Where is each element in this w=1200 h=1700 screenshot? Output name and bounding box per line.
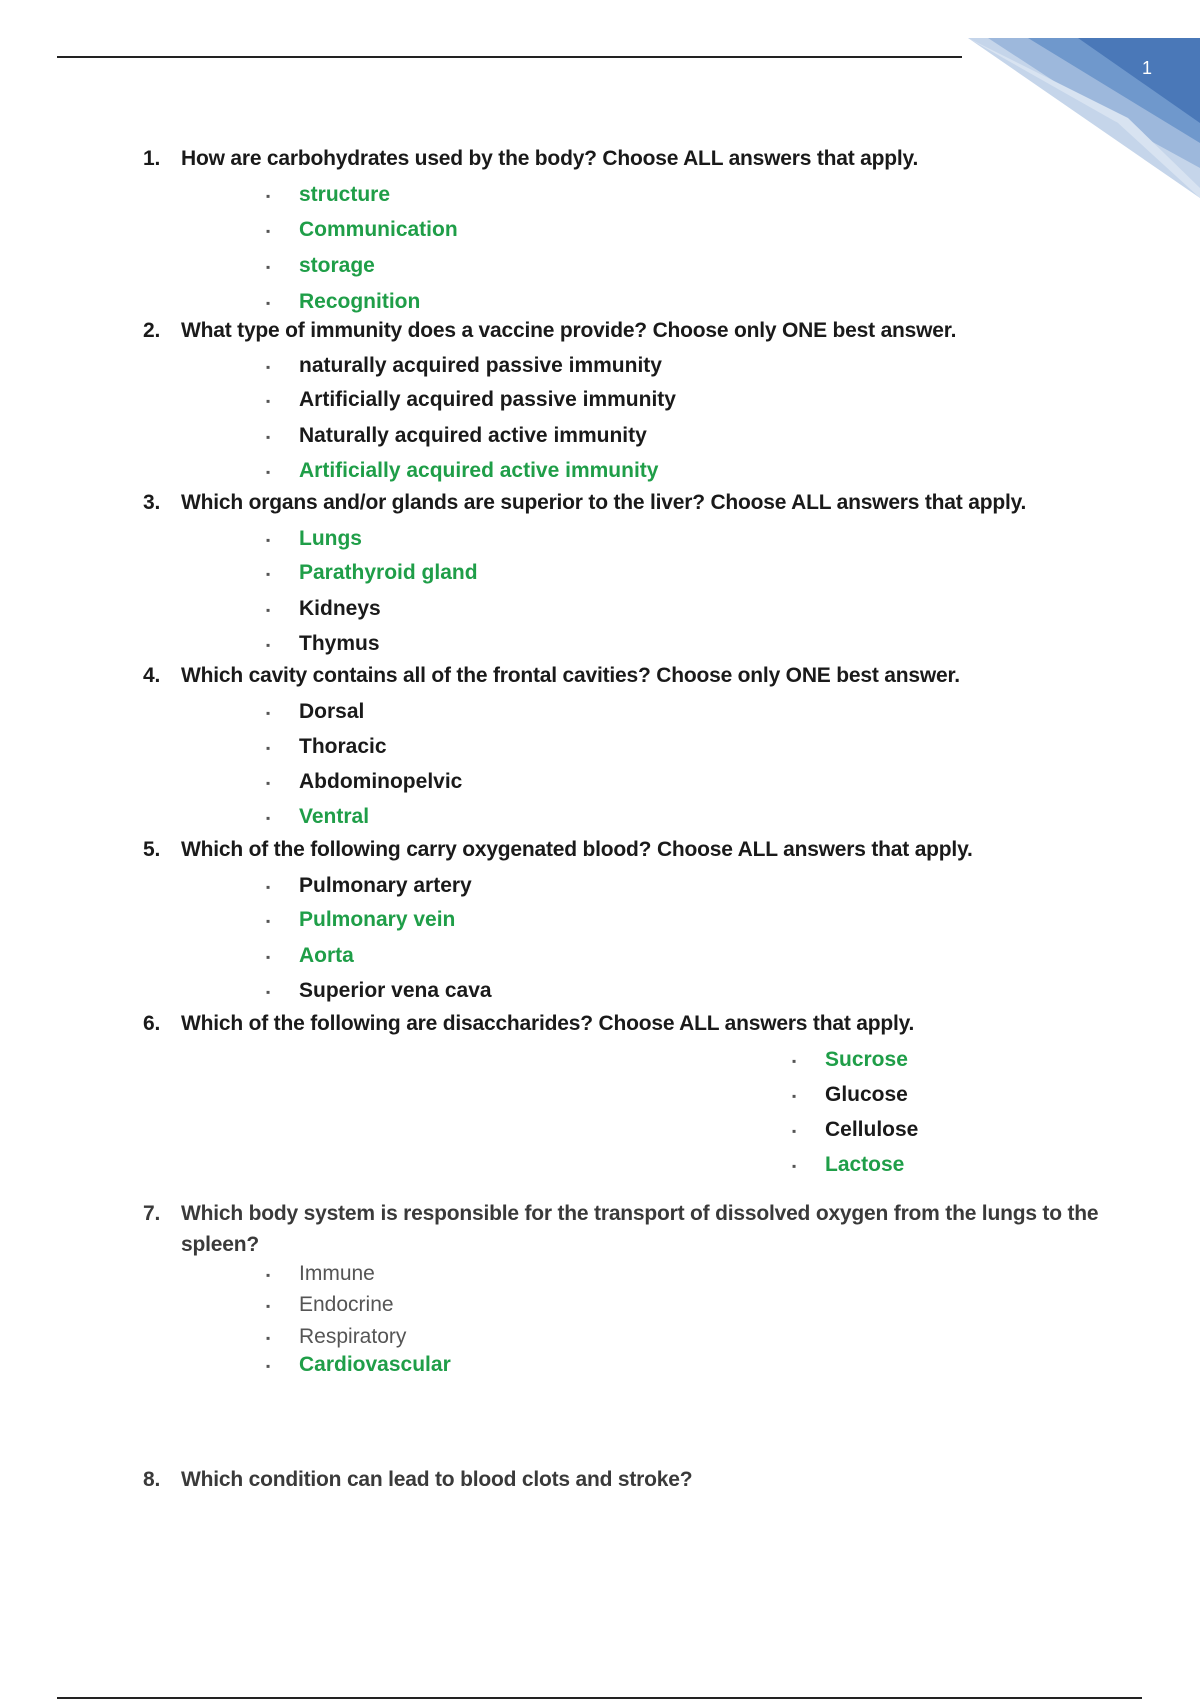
answer-option (792, 1048, 908, 1072)
bullet-icon: ▪ (266, 296, 271, 310)
option-text: Pulmonary vein (299, 908, 456, 931)
question-number: 5. (143, 838, 161, 861)
option-text: Superior vena cava (299, 979, 492, 1002)
answer-option (266, 290, 421, 314)
answer-option (266, 1325, 407, 1349)
bullet-icon: ▪ (266, 260, 271, 274)
bullet-icon: ▪ (266, 950, 271, 964)
option-text: Cardiovascular (299, 1353, 451, 1376)
answer-option (266, 183, 391, 207)
answer-option (266, 561, 478, 585)
answer-option (266, 1293, 394, 1317)
footer-rule (57, 1697, 1142, 1699)
option-text: Artificially acquired passive immunity (299, 388, 676, 411)
question-text: Which of the following are disaccharides? Choose ALL answers that apply. (181, 1012, 915, 1035)
question-5 (143, 838, 973, 862)
question-number: 7. (143, 1202, 161, 1225)
answer-option (266, 354, 662, 378)
bullet-icon: ▪ (792, 1159, 797, 1173)
answer-option (266, 527, 362, 551)
question-text: How are carbohydrates used by the body? Choose ALL answers that apply. (181, 147, 919, 170)
option-text: Ventral (299, 805, 370, 828)
option-text: Thoracic (299, 735, 387, 758)
question-text: Which condition can lead to blood clots and stroke? (181, 1468, 693, 1491)
question-text: Which organs and/or glands are superior to the liver? Choose ALL answers that apply. (181, 491, 1027, 514)
answer-option (266, 944, 354, 968)
question-7 (143, 1198, 1103, 1260)
answer-option (266, 1353, 451, 1377)
bullet-icon: ▪ (266, 394, 271, 408)
answer-option (266, 424, 647, 448)
answer-option (266, 254, 375, 278)
answer-option (266, 874, 472, 898)
bullet-icon: ▪ (266, 567, 271, 581)
bullet-icon: ▪ (266, 224, 271, 238)
bullet-icon: ▪ (266, 638, 271, 652)
bullet-icon: ▪ (266, 603, 271, 617)
bullet-icon: ▪ (792, 1089, 797, 1103)
answer-option (266, 770, 463, 794)
answer-option (266, 805, 370, 829)
option-text: naturally acquired passive immunity (299, 354, 662, 377)
question-text: Which of the following carry oxygenated blood? Choose ALL answers that apply. (181, 838, 973, 861)
option-text: Respiratory (299, 1325, 407, 1348)
option-text: Cellulose (825, 1118, 919, 1141)
question-3 (143, 491, 1026, 515)
bullet-icon: ▪ (266, 914, 271, 928)
question-8 (143, 1468, 692, 1492)
option-text: Abdominopelvic (299, 770, 463, 793)
bullet-icon: ▪ (266, 533, 271, 547)
option-text: Thymus (299, 632, 380, 655)
header-corner-graphic (968, 38, 1200, 198)
option-text: Aorta (299, 944, 354, 967)
answer-option (792, 1153, 905, 1177)
answer-option (266, 908, 456, 932)
option-text: Immune (299, 1262, 375, 1285)
header-rule (57, 56, 962, 58)
question-number: 1. (143, 147, 161, 170)
question-number: 6. (143, 1012, 161, 1035)
question-number: 3. (143, 491, 161, 514)
bullet-icon: ▪ (266, 360, 271, 374)
answer-option (792, 1118, 919, 1142)
option-text: Lactose (825, 1153, 905, 1176)
question-number: 4. (143, 664, 161, 687)
question-number: 2. (143, 319, 161, 342)
question-text: What type of immunity does a vaccine provide? Choose only ONE best answer. (181, 319, 957, 342)
bullet-icon: ▪ (266, 706, 271, 720)
question-text: Which cavity contains all of the frontal cavities? Choose only ONE best answer. (181, 664, 960, 687)
bullet-icon: ▪ (266, 189, 271, 203)
bullet-icon: ▪ (266, 465, 271, 479)
page-number: 1 (1142, 58, 1153, 78)
bullet-icon: ▪ (266, 1331, 271, 1345)
answer-option (266, 735, 387, 759)
bullet-icon: ▪ (266, 1299, 271, 1313)
bullet-icon: ▪ (792, 1124, 797, 1138)
answer-option (266, 388, 676, 412)
option-text: Sucrose (825, 1048, 908, 1071)
question-2 (143, 319, 956, 343)
option-text: Pulmonary artery (299, 874, 472, 897)
question-1 (143, 147, 918, 171)
question-number: 8. (143, 1468, 161, 1491)
option-text: Lungs (299, 527, 362, 550)
answer-option (266, 979, 492, 1003)
bullet-icon: ▪ (792, 1054, 797, 1068)
bullet-icon: ▪ (266, 1359, 271, 1373)
question-4 (143, 664, 960, 688)
option-text: Artificially acquired active immunity (299, 459, 659, 482)
option-text: structure (299, 183, 391, 206)
option-text: Endocrine (299, 1293, 394, 1316)
bullet-icon: ▪ (266, 985, 271, 999)
option-text: Naturally acquired active immunity (299, 424, 647, 447)
question-text: Which body system is responsible for the transport of dissolved oxygen from the lungs to the spleen? (181, 1202, 1099, 1256)
answer-option (266, 632, 380, 656)
bullet-icon: ▪ (266, 811, 271, 825)
bullet-icon: ▪ (266, 776, 271, 790)
answer-option (266, 597, 381, 621)
answer-option (266, 218, 458, 242)
option-text: Recognition (299, 290, 421, 313)
question-6 (143, 1012, 914, 1036)
option-text: Dorsal (299, 700, 365, 723)
bullet-icon: ▪ (266, 880, 271, 894)
answer-option (792, 1083, 908, 1107)
bullet-icon: ▪ (266, 1268, 271, 1282)
option-text: Communication (299, 218, 458, 241)
bullet-icon: ▪ (266, 430, 271, 444)
answer-option (266, 459, 659, 483)
bullet-icon: ▪ (266, 741, 271, 755)
answer-option (266, 700, 365, 724)
option-text: storage (299, 254, 375, 277)
option-text: Glucose (825, 1083, 908, 1106)
option-text: Kidneys (299, 597, 381, 620)
option-text: Parathyroid gland (299, 561, 478, 584)
answer-option (266, 1262, 375, 1286)
